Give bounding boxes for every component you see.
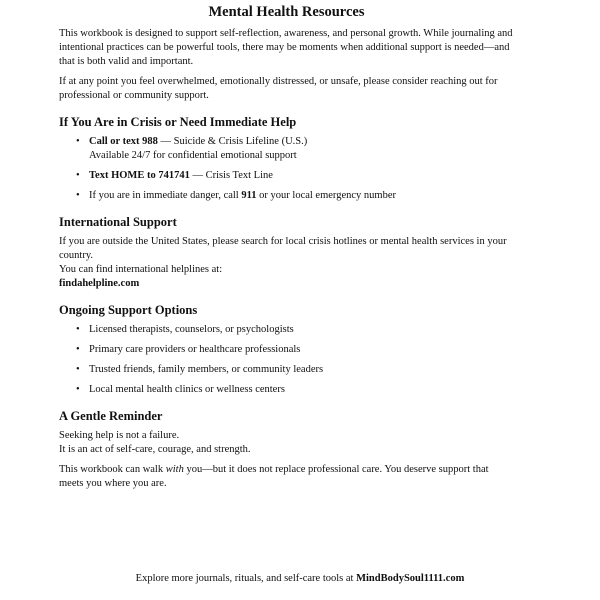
list-item: • Primary care providers or healthcare professionals [59, 343, 514, 357]
crisis-item-911-bold: 911 [241, 190, 257, 201]
footer-site-link[interactable]: MindBodySoul1111.com [356, 573, 465, 584]
reminder-heading: A Gentle Reminder [59, 409, 163, 423]
findahelpline-link-text[interactable]: findahelpline.com [59, 278, 140, 289]
page-title: Mental Health Resources [208, 4, 365, 20]
crisis-item-text-line-bold: Text HOME to 741741 [89, 170, 190, 181]
reminder-paragraph [59, 463, 514, 491]
crisis-item-text-line [59, 169, 514, 183]
reminder-line-2: It is an act of self-care, courage, and strength. [59, 444, 251, 455]
crisis-item-988-text: — Suicide & Crisis Lifeline (U.S.) [157, 136, 308, 147]
intro-paragraph-1: This workbook is designed to support self-reflection, awareness, and personal growth. While journaling and intentional practices can be powerful tools, there may be moments when additional support is needed—and that is both valid and important. [59, 28, 513, 67]
footer-text: Explore more journals, rituals, and self-care tools at [135, 573, 357, 584]
list-item: • Local mental health clinics or wellness centers [59, 383, 514, 397]
reminder-paragraph-post: you—but it does not replace professional care. You deserve support that meets you where you are. [59, 464, 489, 489]
international-text-2: You can find international helplines at: [59, 264, 223, 275]
list-item: • Licensed therapists, counselors, or psychologists [59, 323, 514, 337]
crisis-item-988-sub: Available 24/7 for confidential emotional support [89, 150, 297, 161]
crisis-list [59, 135, 514, 203]
reminder-line-1: Seeking help is not a failure. [59, 430, 180, 441]
crisis-item-911 [59, 189, 514, 203]
crisis-item-911-post: or your local emergency number [256, 190, 396, 201]
list-item: • Trusted friends, family members, or community leaders [59, 363, 514, 377]
crisis-item-911-pre: If you are in immediate danger, call [89, 190, 242, 201]
document-page [59, 0, 514, 497]
reminder-paragraph-pre: This workbook can walk [59, 464, 166, 475]
page-footer [0, 572, 600, 586]
crisis-item-988-bold: Call or text 988 [89, 136, 158, 147]
intro-paragraph-2: If at any point you feel overwhelmed, emotionally distressed, or unsafe, please consider reaching out for professional or community support. [59, 76, 498, 101]
ongoing-heading: Ongoing Support Options [59, 303, 198, 317]
ongoing-list [59, 323, 514, 397]
international-heading: International Support [59, 215, 177, 229]
crisis-item-text-line-text: — Crisis Text Line [189, 170, 273, 181]
crisis-item-988 [59, 135, 514, 163]
reminder-paragraph-em: with [165, 464, 184, 475]
international-text-1: If you are outside the United States, please search for local crisis hotlines or mental health services in your country. [59, 236, 507, 261]
international-link[interactable] [59, 277, 514, 291]
crisis-heading: If You Are in Crisis or Need Immediate Help [59, 115, 297, 129]
